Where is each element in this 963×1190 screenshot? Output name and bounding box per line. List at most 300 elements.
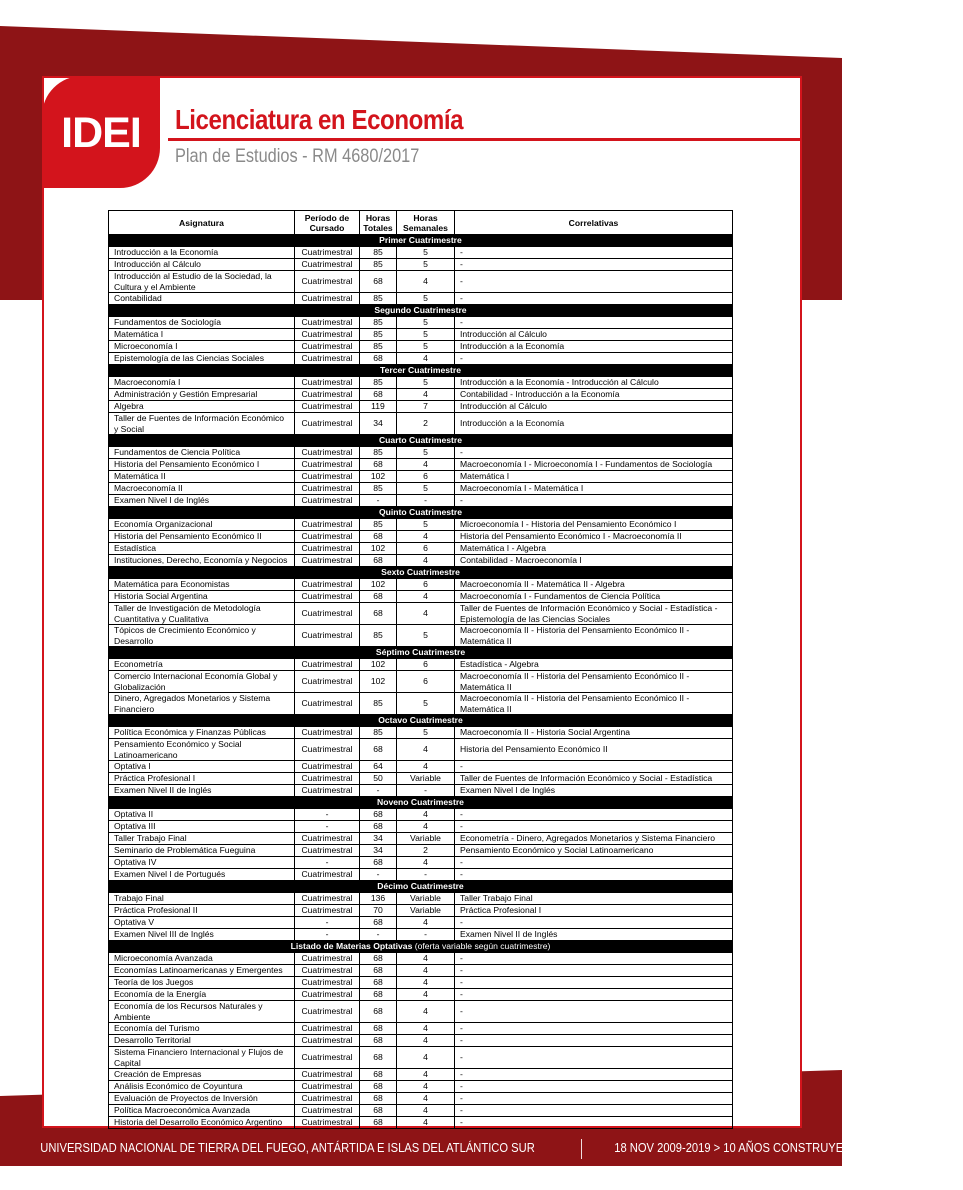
cell-asignatura: Estadística [109,543,295,555]
cell-asignatura: Trabajo Final [109,893,295,905]
cell-asignatura: Macroeconomía II [109,483,295,495]
section-header-row [109,715,733,727]
cell-horas-totales: 68 [360,1035,397,1047]
table-row [109,869,733,881]
cell-horas-semanales: 2 [397,845,455,857]
section-header-row [109,507,733,519]
cell-correlativas: - [455,1093,733,1105]
cell-correlativas: Historia del Pensamiento Económico II [455,739,733,761]
table-row [109,591,733,603]
table-row [109,1023,733,1035]
cell-correlativas: Matemática I - Algebra [455,543,733,555]
cell-correlativas: Práctica Profesional I [455,905,733,917]
section-title-text: Listado de Materias Optativas [290,941,413,951]
cell-periodo: Cuatrimestral [295,495,360,507]
cell-horas-totales: 68 [360,353,397,365]
cell-periodo: Cuatrimestral [295,989,360,1001]
table-row [109,317,733,329]
cell-periodo: Cuatrimestral [295,259,360,271]
title-underline [168,138,802,141]
header-asignatura: Asignatura [109,211,295,235]
cell-horas-totales: 68 [360,953,397,965]
cell-horas-semanales: 4 [397,531,455,543]
cell-periodo: Cuatrimestral [295,693,360,715]
cell-periodo: Cuatrimestral [295,625,360,647]
cell-correlativas: - [455,1001,733,1023]
cell-horas-totales: 68 [360,555,397,567]
cell-horas-semanales: 4 [397,965,455,977]
cell-horas-semanales: Variable [397,833,455,845]
cell-asignatura: Taller Trabajo Final [109,833,295,845]
table-row [109,377,733,389]
section-title [109,941,733,953]
cell-horas-semanales: 6 [397,671,455,693]
study-plan-table [108,210,733,1129]
table-row [109,1069,733,1081]
cell-horas-semanales: 4 [397,821,455,833]
section-title-text: Tercer Cuatrimestre [379,365,462,375]
cell-horas-totales: 68 [360,1023,397,1035]
section-title-text: Sexto Cuatrimestre [381,567,460,577]
cell-horas-totales: 68 [360,603,397,625]
cell-horas-totales: 68 [360,809,397,821]
cell-asignatura: Historia del Desarrollo Económico Argentino [109,1117,295,1129]
cell-horas-semanales: 4 [397,977,455,989]
table-row [109,1081,733,1093]
cell-horas-semanales: 4 [397,953,455,965]
cell-horas-totales: 85 [360,317,397,329]
section-title [109,715,733,727]
cell-correlativas: Introducción al Cálculo [455,401,733,413]
cell-periodo: Cuatrimestral [295,869,360,881]
cell-horas-totales: 85 [360,519,397,531]
cell-correlativas: Introducción a la Economía [455,413,733,435]
table-row [109,471,733,483]
table-row [109,977,733,989]
cell-horas-totales: 85 [360,693,397,715]
cell-horas-totales: 70 [360,905,397,917]
cell-horas-semanales: - [397,929,455,941]
table-row [109,761,733,773]
cell-asignatura: Optativa III [109,821,295,833]
cell-horas-totales: 68 [360,917,397,929]
footer-university: UNIVERSIDAD NACIONAL DE TIERRA DEL FUEGO, ANTÁRTIDA E ISLAS DEL ATLÁNTICO SUR [40,1140,535,1155]
cell-horas-totales: 119 [360,401,397,413]
cell-asignatura: Examen Nivel II de Inglés [109,785,295,797]
cell-correlativas: - [455,821,733,833]
cell-asignatura: Economía de los Recursos Naturales y Ambiente [109,1001,295,1023]
cell-asignatura: Examen Nivel I de Portugués [109,869,295,881]
cell-correlativas: - [455,1105,733,1117]
section-title [109,881,733,893]
cell-horas-totales: 68 [360,739,397,761]
section-header-row [109,365,733,377]
cell-asignatura: Evaluación de Proyectos de Inversión [109,1093,295,1105]
cell-horas-totales: - [360,495,397,507]
cell-horas-totales: 34 [360,845,397,857]
cell-correlativas: - [455,917,733,929]
page-subtitle: Plan de Estudios - RM 4680/2017 [175,146,420,167]
cell-periodo: Cuatrimestral [295,271,360,293]
cell-asignatura: Microeconomía Avanzada [109,953,295,965]
cell-periodo: Cuatrimestral [295,965,360,977]
cell-horas-totales: 85 [360,293,397,305]
cell-horas-semanales: 4 [397,1001,455,1023]
cell-horas-totales: 68 [360,1069,397,1081]
cell-horas-totales: 85 [360,247,397,259]
cell-periodo: Cuatrimestral [295,447,360,459]
cell-periodo: Cuatrimestral [295,1093,360,1105]
table-row [109,1117,733,1129]
cell-horas-totales: 68 [360,857,397,869]
cell-asignatura: Taller de Investigación de Metodología Cuantitativa y Cualitativa [109,603,295,625]
cell-horas-semanales: 5 [397,293,455,305]
cell-asignatura: Introducción al Cálculo [109,259,295,271]
section-title [109,235,733,247]
cell-asignatura: Economía del Turismo [109,1023,295,1035]
cell-horas-totales: 68 [360,531,397,543]
cell-correlativas: - [455,1047,733,1069]
cell-asignatura: Administración y Gestión Empresarial [109,389,295,401]
section-header-row [109,941,733,953]
cell-asignatura: Optativa I [109,761,295,773]
cell-correlativas: - [455,989,733,1001]
cell-horas-semanales: 4 [397,739,455,761]
cell-correlativas: - [455,1081,733,1093]
cell-periodo: - [295,917,360,929]
cell-periodo: Cuatrimestral [295,977,360,989]
cell-asignatura: Economías Latinoamericanas y Emergentes [109,965,295,977]
cell-horas-totales: 85 [360,483,397,495]
cell-correlativas: Econometría - Dinero, Agregados Monetarios y Sistema Financiero [455,833,733,845]
table-row [109,917,733,929]
cell-correlativas: Microeconomía I - Historia del Pensamiento Económico I [455,519,733,531]
cell-correlativas: Contabilidad - Introducción a la Economía [455,389,733,401]
cell-periodo: Cuatrimestral [295,317,360,329]
cell-correlativas: - [455,761,733,773]
cell-periodo: Cuatrimestral [295,905,360,917]
table-row [109,259,733,271]
cell-asignatura: Examen Nivel I de Inglés [109,495,295,507]
cell-periodo: Cuatrimestral [295,845,360,857]
cell-horas-semanales: 5 [397,341,455,353]
section-title [109,567,733,579]
table-row [109,329,733,341]
cell-asignatura: Práctica Profesional II [109,905,295,917]
section-title-text: Décimo Cuatrimestre [377,881,464,891]
cell-horas-totales: - [360,869,397,881]
cell-horas-semanales: 4 [397,389,455,401]
table-row [109,821,733,833]
section-title [109,365,733,377]
cell-asignatura: Práctica Profesional I [109,773,295,785]
cell-periodo: Cuatrimestral [295,543,360,555]
section-header-row [109,305,733,317]
section-title-text: Cuarto Cuatrimestre [378,435,463,445]
table-row [109,483,733,495]
cell-asignatura: Examen Nivel III de Inglés [109,929,295,941]
cell-horas-semanales: - [397,495,455,507]
cell-correlativas: Matemática I [455,471,733,483]
cell-asignatura: Macroeconomía I [109,377,295,389]
table-row [109,603,733,625]
footer-separator [581,1139,582,1159]
cell-asignatura: Taller de Fuentes de Información Económico y Social [109,413,295,435]
cell-periodo: Cuatrimestral [295,893,360,905]
cell-horas-semanales: 5 [397,377,455,389]
cell-asignatura: Fundamentos de Sociología [109,317,295,329]
cell-periodo: Cuatrimestral [295,413,360,435]
table-row [109,413,733,435]
cell-asignatura: Optativa V [109,917,295,929]
table-row [109,905,733,917]
page-title: Licenciatura en Economía [175,104,464,135]
table-row [109,401,733,413]
cell-periodo: Cuatrimestral [295,727,360,739]
cell-correlativas: - [455,965,733,977]
cell-asignatura: Algebra [109,401,295,413]
cell-horas-semanales: 5 [397,259,455,271]
table-row [109,929,733,941]
footer-anniversary: 18 NOV 2009-2019 > 10 AÑOS CONSTRUYENDO SOBERANÍA [614,1140,937,1155]
section-title [109,797,733,809]
cell-periodo: Cuatrimestral [295,1117,360,1129]
cell-correlativas: - [455,271,733,293]
cell-correlativas: - [455,1117,733,1129]
section-title-text: Octavo Cuatrimestre [378,715,463,725]
cell-periodo: Cuatrimestral [295,785,360,797]
cell-correlativas: Taller de Fuentes de Información Económico y Social - Estadística [455,773,733,785]
cell-horas-totales: 68 [360,1081,397,1093]
cell-correlativas: Macroeconomía II - Matemática II - Algebra [455,579,733,591]
cell-horas-semanales: 4 [397,591,455,603]
table-row [109,247,733,259]
cell-correlativas: - [455,1069,733,1081]
cell-horas-semanales: 5 [397,483,455,495]
cell-horas-totales: 102 [360,671,397,693]
cell-horas-semanales: - [397,869,455,881]
cell-periodo: - [295,929,360,941]
cell-periodo: Cuatrimestral [295,1081,360,1093]
cell-correlativas: Macroeconomía II - Historia del Pensamiento Económico II - Matemática II [455,693,733,715]
table-row [109,625,733,647]
cell-correlativas: Estadística - Algebra [455,659,733,671]
cell-correlativas: - [455,857,733,869]
cell-asignatura: Matemática I [109,329,295,341]
cell-horas-totales: 64 [360,761,397,773]
cell-horas-totales: 102 [360,543,397,555]
cell-periodo: Cuatrimestral [295,293,360,305]
cell-horas-semanales: 6 [397,579,455,591]
table-row [109,1047,733,1069]
cell-horas-totales: 102 [360,579,397,591]
cell-asignatura: Contabilidad [109,293,295,305]
table-row [109,543,733,555]
cell-horas-totales: 85 [360,727,397,739]
header-periodo: Período de Cursado [295,211,360,235]
header-horas-totales: Horas Totales [360,211,397,235]
cell-periodo: Cuatrimestral [295,773,360,785]
section-title-text: Segundo Cuatrimestre [374,305,467,315]
cell-horas-semanales: 4 [397,1069,455,1081]
cell-correlativas: - [455,1023,733,1035]
footer [0,1130,937,1166]
cell-periodo: Cuatrimestral [295,833,360,845]
cell-correlativas: - [455,317,733,329]
section-header-row [109,797,733,809]
cell-horas-totales: 34 [360,833,397,845]
cell-periodo: Cuatrimestral [295,1001,360,1023]
cell-correlativas: Introducción a la Economía [455,341,733,353]
table-row [109,989,733,1001]
table-row [109,671,733,693]
cell-horas-semanales: 7 [397,401,455,413]
cell-periodo: Cuatrimestral [295,603,360,625]
cell-horas-semanales: 4 [397,603,455,625]
cell-horas-semanales: 6 [397,659,455,671]
section-title-text: Noveno Cuatrimestre [377,797,464,807]
cell-horas-totales: 85 [360,447,397,459]
cell-horas-totales: 68 [360,591,397,603]
cell-asignatura: Sistema Financiero Internacional y Flujos de Capital [109,1047,295,1069]
cell-horas-totales: 85 [360,329,397,341]
logo: IDEI [61,109,141,157]
cell-horas-semanales: 5 [397,447,455,459]
table-row [109,447,733,459]
cell-horas-semanales: 5 [397,519,455,531]
cell-horas-totales: 68 [360,1001,397,1023]
cell-periodo: Cuatrimestral [295,247,360,259]
cell-horas-totales: 68 [360,977,397,989]
cell-asignatura: Fundamentos de Ciencia Política [109,447,295,459]
table-header-row [109,211,733,235]
table-row [109,1093,733,1105]
table-row [109,833,733,845]
cell-periodo: Cuatrimestral [295,401,360,413]
section-header-row [109,881,733,893]
cell-correlativas: Pensamiento Económico y Social Latinoamericano [455,845,733,857]
cell-correlativas: - [455,953,733,965]
cell-asignatura: Econometría [109,659,295,671]
cell-horas-totales: 68 [360,1117,397,1129]
cell-periodo: Cuatrimestral [295,353,360,365]
section-header-row [109,647,733,659]
cell-horas-semanales: 6 [397,543,455,555]
cell-asignatura: Matemática II [109,471,295,483]
cell-horas-totales: 85 [360,341,397,353]
table-row [109,693,733,715]
cell-asignatura: Política Económica y Finanzas Públicas [109,727,295,739]
cell-correlativas: - [455,977,733,989]
cell-periodo: Cuatrimestral [295,389,360,401]
cell-periodo: Cuatrimestral [295,1069,360,1081]
cell-horas-semanales: 5 [397,727,455,739]
cell-horas-totales: - [360,929,397,941]
cell-periodo: Cuatrimestral [295,329,360,341]
cell-periodo: Cuatrimestral [295,519,360,531]
cell-asignatura: Optativa IV [109,857,295,869]
cell-horas-totales: 68 [360,1105,397,1117]
cell-horas-semanales: 6 [397,471,455,483]
table-row [109,857,733,869]
cell-horas-semanales: 5 [397,317,455,329]
cell-periodo: Cuatrimestral [295,1047,360,1069]
cell-horas-semanales: Variable [397,773,455,785]
table-row [109,1035,733,1047]
cell-correlativas: - [455,353,733,365]
cell-periodo: - [295,857,360,869]
table-row [109,845,733,857]
cell-asignatura: Introducción al Estudio de la Sociedad, la Cultura y el Ambiente [109,271,295,293]
cell-asignatura: Epistemología de las Ciencias Sociales [109,353,295,365]
cell-asignatura: Introducción a la Economía [109,247,295,259]
table-row [109,727,733,739]
cell-correlativas: - [455,809,733,821]
table-row [109,809,733,821]
section-title-text: Quinto Cuatrimestre [378,507,463,517]
cell-periodo: Cuatrimestral [295,591,360,603]
cell-asignatura: Historia del Pensamiento Económico I [109,459,295,471]
cell-horas-totales: - [360,785,397,797]
cell-horas-totales: 68 [360,271,397,293]
cell-correlativas: - [455,1035,733,1047]
cell-horas-semanales: 4 [397,1035,455,1047]
cell-correlativas: Taller Trabajo Final [455,893,733,905]
cell-horas-semanales: 5 [397,693,455,715]
cell-periodo: Cuatrimestral [295,555,360,567]
cell-asignatura: Optativa II [109,809,295,821]
cell-horas-totales: 68 [360,821,397,833]
table-row [109,965,733,977]
cell-correlativas: - [455,247,733,259]
cell-periodo: Cuatrimestral [295,531,360,543]
table-row [109,353,733,365]
cell-asignatura: Comercio Internacional Economía Global y Globalización [109,671,295,693]
cell-horas-semanales: 5 [397,247,455,259]
cell-correlativas: Examen Nivel II de Inglés [455,929,733,941]
cell-correlativas: Contabilidad - Macroeconomía I [455,555,733,567]
cell-asignatura: Seminario de Problemática Fueguina [109,845,295,857]
cell-correlativas: Taller de Fuentes de Información Económico y Social - Estadística - Epistemología de las Ciencias Sociales [455,603,733,625]
section-title-text: Primer Cuatrimestre [379,235,462,245]
cell-asignatura: Política Macroeconómica Avanzada [109,1105,295,1117]
cell-horas-totales: 68 [360,459,397,471]
cell-horas-totales: 68 [360,1093,397,1105]
cell-periodo: Cuatrimestral [295,659,360,671]
cell-horas-totales: 85 [360,259,397,271]
cell-horas-totales: 85 [360,377,397,389]
cell-asignatura: Economía de la Energía [109,989,295,1001]
cell-periodo: Cuatrimestral [295,471,360,483]
section-title [109,305,733,317]
cell-correlativas: - [455,293,733,305]
table-row [109,271,733,293]
cell-asignatura: Teoría de los Juegos [109,977,295,989]
cell-horas-semanales: 4 [397,857,455,869]
cell-horas-totales: 50 [360,773,397,785]
cell-correlativas: Macroeconomía I - Matemática I [455,483,733,495]
cell-horas-semanales: 4 [397,917,455,929]
section-header-row [109,435,733,447]
cell-horas-totales: 68 [360,389,397,401]
table-row [109,773,733,785]
cell-horas-semanales: 4 [397,1047,455,1069]
cell-horas-totales: 102 [360,659,397,671]
table-row [109,519,733,531]
table-row [109,555,733,567]
cell-asignatura: Pensamiento Económico y Social Latinoamericano [109,739,295,761]
section-header-row [109,567,733,579]
